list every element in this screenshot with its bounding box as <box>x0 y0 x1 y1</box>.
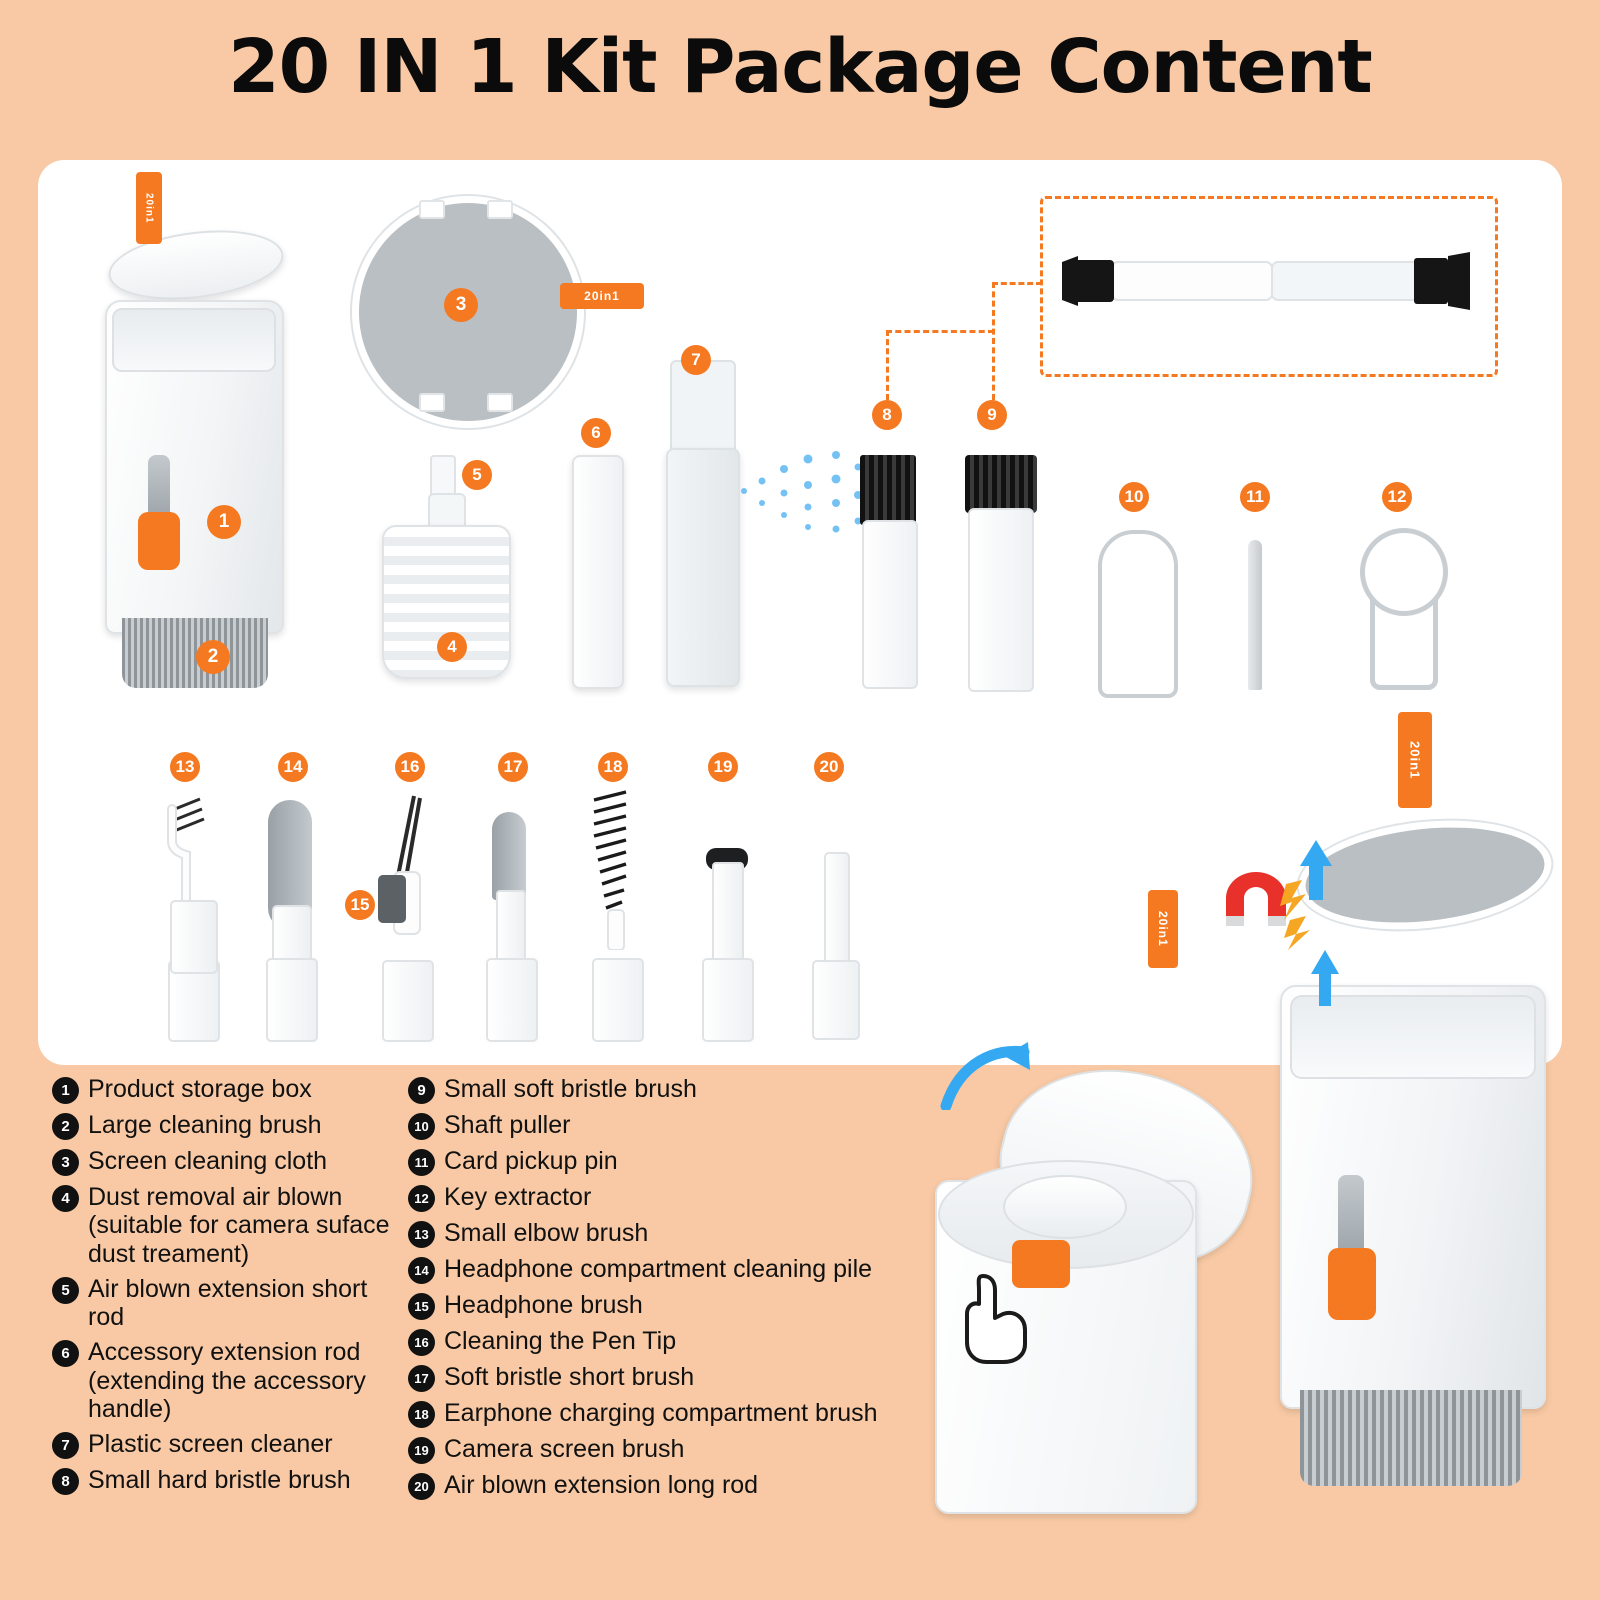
callout-10: 10 <box>1119 482 1149 512</box>
magnet-arrow-up-icon-2 <box>1308 950 1342 1006</box>
legend-item <box>408 1435 928 1464</box>
legend-number: 8 <box>52 1468 79 1495</box>
air-blown-extension-long-rod <box>824 852 850 974</box>
legend-label: Shaft puller <box>444 1111 571 1139</box>
legend-number: 20 <box>408 1473 435 1500</box>
headphone-brush-tip <box>378 875 406 923</box>
callout-18: 18 <box>598 752 628 782</box>
callout-9: 9 <box>977 400 1007 430</box>
legend-number: 15 <box>408 1293 435 1320</box>
legend-item <box>408 1363 928 1392</box>
spray-mist-icon <box>736 445 866 540</box>
callout-17: 17 <box>498 752 528 782</box>
small-soft-bristle-brush-body <box>968 508 1034 692</box>
legend-label: Earphone charging compartment brush <box>444 1399 878 1427</box>
orange-slider-button <box>138 512 180 570</box>
legend-item <box>52 1147 402 1176</box>
spray-cleaner-cap <box>670 360 736 454</box>
cloth-clip-top <box>419 200 445 219</box>
callout-5: 5 <box>462 460 492 490</box>
legend-number: 14 <box>408 1257 435 1284</box>
legend-label: Screen cleaning cloth <box>88 1147 328 1175</box>
legend-label: Headphone compartment cleaning pile <box>444 1255 873 1283</box>
callout-3: 3 <box>444 288 478 322</box>
small-elbow-brush-shaft <box>170 900 218 974</box>
small-elbow-brush-head <box>160 795 230 915</box>
callout-16: 16 <box>395 752 425 782</box>
legend-number: 3 <box>52 1149 79 1176</box>
headphone-cleaning-pile-handle <box>266 958 318 1042</box>
plastic-screen-cleaner <box>666 448 740 687</box>
camera-screen-brush-handle <box>702 958 754 1042</box>
callout-13: 13 <box>170 752 200 782</box>
callout-2: 2 <box>196 640 230 674</box>
legend-label: Dust removal air blown (suitable for camera suface dust treament) <box>88 1183 390 1268</box>
assembled-box-tool-tray <box>1290 995 1536 1079</box>
callout-1: 1 <box>207 505 241 539</box>
callout-9-connector-v <box>992 282 995 400</box>
legend-item <box>52 1183 402 1268</box>
legend-number: 10 <box>408 1113 435 1140</box>
legend-number: 9 <box>408 1077 435 1104</box>
callout-11: 11 <box>1240 482 1270 512</box>
legend-item <box>408 1183 928 1212</box>
legend-label: Small elbow brush <box>444 1219 649 1247</box>
legend-item <box>52 1075 402 1104</box>
legend-item <box>52 1275 402 1332</box>
cloth-clip-top-2 <box>487 200 513 219</box>
legend-item <box>408 1075 928 1104</box>
legend-label: Small soft bristle brush <box>444 1075 697 1103</box>
legend-label: Camera screen brush <box>444 1435 685 1463</box>
callout-14: 14 <box>278 752 308 782</box>
legend-label: Soft bristle short brush <box>444 1363 695 1391</box>
legend-number: 18 <box>408 1401 435 1428</box>
legend-item <box>408 1147 928 1176</box>
legend-number: 1 <box>52 1077 79 1104</box>
key-extractor-legs <box>1370 600 1438 690</box>
legend-item <box>52 1111 402 1140</box>
legend-column-right <box>408 1075 928 1507</box>
assembled-box-brush-bristles <box>1300 1390 1522 1486</box>
callout-8-connector-h <box>886 330 994 333</box>
cloth-clip-bottom-2 <box>487 393 513 412</box>
callout-6: 6 <box>581 418 611 448</box>
legend-number: 17 <box>408 1365 435 1392</box>
earphone-charging-brush-spiral <box>588 790 648 950</box>
accessory-extension-rod <box>572 455 624 689</box>
callout-12: 12 <box>1382 482 1412 512</box>
legend-number: 6 <box>52 1340 79 1367</box>
legend-number: 19 <box>408 1437 435 1464</box>
legend-label: Headphone brush <box>444 1291 643 1319</box>
legend-label: Product storage box <box>88 1075 312 1103</box>
legend-item <box>408 1399 928 1428</box>
small-soft-bristle-brush-head <box>965 455 1037 513</box>
cloth-pull-tab: 20in1 <box>560 283 644 309</box>
double-ended-brush <box>1058 250 1474 312</box>
callout-15: 15 <box>345 890 375 920</box>
small-hard-bristle-brush-head <box>860 455 916 525</box>
storage-box-tools-tray <box>112 308 276 372</box>
air-blown-long-rod-handle <box>812 960 860 1040</box>
pull-tab-label: 20in1 <box>136 172 162 244</box>
legend-number: 5 <box>52 1277 79 1304</box>
legend-item <box>52 1430 402 1459</box>
callout-4: 4 <box>437 632 467 662</box>
open-box-pull-tab: 20in1 <box>1148 890 1178 968</box>
legend-number: 13 <box>408 1221 435 1248</box>
legend-label: Plastic screen cleaner <box>88 1430 333 1458</box>
legend-item <box>52 1338 402 1423</box>
shaft-puller <box>1098 530 1178 698</box>
legend-number: 11 <box>408 1149 435 1176</box>
legend-item <box>408 1327 928 1356</box>
small-hard-bristle-brush-body <box>862 520 918 689</box>
legend-item <box>408 1471 928 1500</box>
callout-9-connector-h <box>992 282 1042 285</box>
soft-bristle-short-brush-handle <box>486 958 538 1042</box>
earphone-charging-brush-handle <box>592 958 644 1042</box>
legend-item <box>52 1466 402 1495</box>
assembled-box-orange-button <box>1328 1248 1376 1320</box>
card-pickup-pin <box>1248 540 1262 690</box>
legend-item <box>408 1219 928 1248</box>
legend-number: 16 <box>408 1329 435 1356</box>
callout-20: 20 <box>814 752 844 782</box>
legend-item <box>408 1255 928 1284</box>
legend-label: Air blown extension long rod <box>444 1471 759 1499</box>
legend-label: Large cleaning brush <box>88 1111 322 1139</box>
callout-7: 7 <box>681 345 711 375</box>
pen-tip-handle <box>382 960 434 1042</box>
page-title: 20 IN 1 Kit Package Content <box>228 24 1372 110</box>
magnet-arrow-up-icon <box>1296 840 1336 900</box>
legend-label: Key extractor <box>444 1183 592 1211</box>
large-cleaning-brush-bristles <box>122 618 268 688</box>
legend-column-left <box>52 1075 402 1502</box>
callout-19: 19 <box>708 752 738 782</box>
legend-label: Card pickup pin <box>444 1147 618 1175</box>
callout-8: 8 <box>872 400 902 430</box>
legend-item <box>408 1291 928 1320</box>
cloth-clip-bottom <box>419 393 445 412</box>
lid-open-arrow-icon <box>940 1040 1030 1110</box>
legend-number: 4 <box>52 1185 79 1212</box>
legend-number: 7 <box>52 1432 79 1459</box>
soft-bristle-short-brush-tip <box>492 812 526 900</box>
legend-number: 2 <box>52 1113 79 1140</box>
legend-label: Small hard bristle brush <box>88 1466 351 1494</box>
legend-label: Accessory extension rod (extending the accessory handle) <box>88 1338 366 1423</box>
assembled-box-pull-tab: 20in1 <box>1398 712 1432 808</box>
legend-label: Cleaning the Pen Tip <box>444 1327 677 1355</box>
legend-number: 12 <box>408 1185 435 1212</box>
legend-label: Air blown extension short rod <box>88 1274 368 1331</box>
hand-pointer-icon <box>955 1270 1035 1365</box>
open-box-center-cap <box>1003 1175 1127 1239</box>
legend-item <box>408 1111 928 1140</box>
callout-8-connector-v <box>886 330 889 400</box>
camera-screen-brush-shaft <box>712 862 744 971</box>
